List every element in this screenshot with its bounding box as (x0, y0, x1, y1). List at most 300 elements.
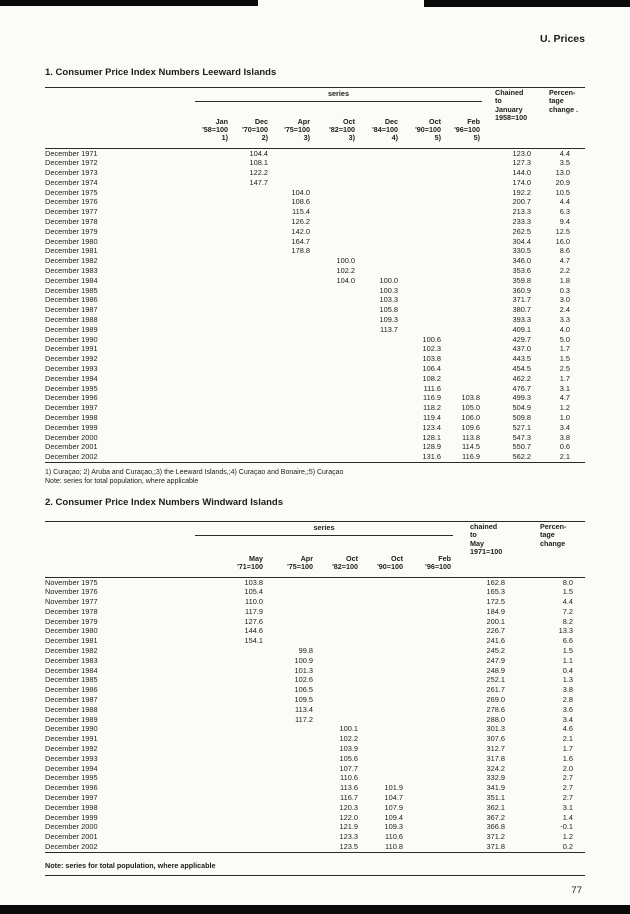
header-line: '82=100 (332, 562, 358, 572)
series-column-header (443, 102, 482, 148)
percentage-change-value: 3.5 (559, 158, 570, 168)
index-value: 116.7 (340, 793, 358, 803)
index-value (195, 773, 265, 783)
header-line: Percen- (549, 88, 576, 97)
index-value (270, 305, 312, 315)
row-label: December 1988 (45, 704, 98, 714)
windward-cpi-table (45, 521, 585, 853)
table1-note: Note: series for total population, where applicable (45, 478, 199, 485)
index-value (230, 207, 270, 217)
index-value (443, 217, 482, 227)
index-value: 102.2 (336, 266, 355, 276)
index-value (195, 413, 230, 423)
table-row (45, 403, 585, 413)
index-value (312, 452, 357, 462)
index-value (270, 178, 312, 188)
index-value (195, 335, 230, 345)
row-label: December 1985 (45, 675, 98, 685)
index-value (360, 773, 405, 783)
row-label: December 1981 (45, 636, 98, 646)
index-value (195, 197, 230, 207)
index-value (400, 246, 443, 256)
index-value (230, 276, 270, 286)
index-value (270, 403, 312, 413)
row-label: December 1982 (45, 646, 98, 656)
header-row-series (45, 88, 585, 103)
index-value (443, 148, 482, 158)
index-value (195, 374, 230, 384)
index-value (265, 577, 315, 587)
index-value (405, 695, 453, 705)
row-label: December 1977 (45, 207, 98, 217)
row-label: December 1984 (45, 665, 98, 675)
index-value (312, 354, 357, 364)
index-value (357, 266, 400, 276)
series-group-cell (195, 88, 482, 103)
table-row (45, 773, 585, 783)
index-value (195, 685, 265, 695)
index-value (360, 734, 405, 744)
row-label: December 1998 (45, 802, 98, 812)
table-row (45, 705, 585, 715)
percentage-change-value: 6.3 (559, 207, 570, 217)
index-value: 103.8 (244, 577, 263, 587)
header-line: Dec (254, 116, 268, 126)
index-value: 109.4 (384, 812, 403, 822)
index-value (357, 197, 400, 207)
index-value (312, 374, 357, 384)
chained-index-value: 353.6 (512, 266, 531, 276)
table-row (45, 452, 585, 462)
table-row (45, 822, 585, 832)
row-label: December 1979 (45, 616, 98, 626)
row-label: December 1978 (45, 606, 98, 616)
chained-index-value: 330.5 (512, 246, 531, 256)
row-label: December 1992 (45, 744, 98, 754)
chained-index-value: 184.9 (486, 606, 506, 616)
percentage-change-value: 4.7 (559, 256, 570, 266)
chained-index-value: 509.8 (512, 413, 531, 423)
percentage-change-value: 4.0 (559, 324, 570, 334)
index-value: 122.2 (249, 168, 268, 178)
header-line: Oct (343, 116, 355, 126)
index-value (230, 295, 270, 305)
index-value (195, 305, 230, 315)
index-value: 107.7 (339, 763, 358, 773)
index-value (230, 344, 270, 354)
table-row (45, 413, 585, 423)
index-value: 100.3 (379, 285, 398, 295)
chained-index-value: 123.0 (512, 148, 531, 158)
percentage-change-value: 1.2 (559, 403, 570, 413)
table-row (45, 636, 585, 646)
percentage-change-value: 2.7 (562, 783, 574, 793)
percentage-change-value: 1.1 (562, 655, 574, 665)
index-value (443, 354, 482, 364)
index-value (230, 393, 270, 403)
table-row (45, 256, 585, 266)
row-label: December 1999 (45, 422, 98, 432)
index-value (400, 207, 443, 217)
series-column-header (312, 102, 357, 148)
table-row (45, 197, 585, 207)
index-value (312, 384, 357, 394)
table-row (45, 715, 585, 725)
index-value (270, 148, 312, 158)
index-value (357, 384, 400, 394)
index-value (265, 636, 315, 646)
index-value (405, 842, 453, 852)
row-label: December 1991 (45, 344, 98, 354)
index-value: 121.9 (339, 822, 358, 832)
index-value: 105.8 (379, 305, 398, 315)
header-line: Dec (384, 116, 398, 126)
header-line: Oct (346, 553, 358, 563)
index-value: 104.0 (291, 187, 310, 197)
index-value (312, 217, 357, 227)
index-value (230, 266, 270, 276)
row-label: December 1973 (45, 168, 98, 178)
chained-index-value: 366.8 (486, 822, 506, 832)
chained-index-value: 562.2 (512, 452, 531, 462)
page-number: 77 (571, 884, 582, 896)
index-value (195, 715, 265, 725)
row-label: December 1983 (45, 266, 98, 276)
header-line: Apr (297, 116, 310, 126)
table-row (45, 276, 585, 286)
header-line: 1958=100 (495, 112, 528, 122)
index-value (230, 452, 270, 462)
index-value (360, 636, 405, 646)
header-line: Oct (391, 553, 403, 563)
index-value (312, 237, 357, 247)
percentage-change-value: 4.4 (559, 197, 570, 207)
table-row (45, 433, 585, 443)
table1-footnote: 1) Curaçao; 2) Aruba and Curaçao,;3) the Leeward Islands,;4) Curaçao and Bonaire,;5) Curaçao (45, 469, 344, 476)
table-row (45, 384, 585, 394)
index-value: 109.3 (384, 822, 403, 832)
percentage-change-value: 8.0 (562, 577, 574, 587)
index-value (312, 442, 357, 452)
table-body (45, 148, 585, 463)
index-value (195, 433, 230, 443)
index-value (405, 636, 453, 646)
index-value (443, 178, 482, 188)
header-line: tage (549, 96, 564, 106)
index-value (360, 764, 405, 774)
row-label: December 2002 (45, 452, 98, 462)
row-label: December 1997 (45, 793, 98, 803)
index-value (265, 617, 315, 627)
index-value: 110.6 (385, 832, 403, 842)
index-value (400, 178, 443, 188)
percentage-change-value: 3.0 (559, 295, 570, 305)
row-label: December 2000 (45, 822, 98, 832)
index-value (270, 325, 312, 335)
header-line: Apr (300, 553, 313, 563)
index-value: 154.1 (244, 636, 263, 646)
index-value (405, 783, 453, 793)
index-value: 131.6 (422, 452, 441, 462)
index-value: 104.0 (336, 275, 355, 285)
percentage-change-value: 4.4 (559, 148, 570, 158)
index-value: 115.4 (292, 207, 310, 217)
index-value: 100.9 (294, 655, 313, 665)
index-value (443, 315, 482, 325)
percentage-change-value: 2.5 (559, 364, 570, 374)
index-value (230, 442, 270, 452)
index-value (360, 587, 405, 597)
table-row (45, 158, 585, 168)
index-value (270, 423, 312, 433)
index-value (312, 207, 357, 217)
index-value (357, 148, 400, 158)
row-label: November 1977 (45, 597, 98, 607)
index-value (312, 344, 357, 354)
index-value (405, 803, 453, 813)
percentage-column-header (533, 88, 585, 149)
chained-index-value: 172.5 (486, 597, 506, 607)
index-value (312, 433, 357, 443)
index-value (195, 325, 230, 335)
index-value (270, 266, 312, 276)
index-value (360, 656, 405, 666)
table-row (45, 237, 585, 247)
index-value (265, 793, 315, 803)
index-value (443, 335, 482, 345)
index-value (312, 158, 357, 168)
index-value (195, 656, 265, 666)
index-value: 128.9 (422, 442, 441, 452)
table-row (45, 286, 585, 296)
row-label: December 1993 (45, 753, 98, 763)
table-row (45, 344, 585, 354)
row-label: December 1993 (45, 364, 98, 374)
index-value (400, 227, 443, 237)
table-row (45, 607, 585, 617)
chained-column-header (453, 522, 507, 578)
page-section-header: U. Prices (540, 33, 585, 45)
index-value (443, 227, 482, 237)
percentage-change-value: 3.8 (562, 685, 574, 695)
header-row-series (45, 522, 585, 537)
index-value (195, 148, 230, 158)
index-value (315, 636, 360, 646)
table1-title: 1. Consumer Price Index Numbers Leeward Islands (45, 67, 277, 78)
index-value (405, 724, 453, 734)
index-value (195, 695, 265, 705)
index-value (443, 168, 482, 178)
chained-index-value: 371.7 (512, 295, 531, 305)
table-row (45, 354, 585, 364)
header-line: January (495, 104, 523, 114)
percentage-change-value: 3.6 (562, 704, 574, 714)
index-value: 126.2 (291, 217, 310, 227)
index-value (195, 364, 230, 374)
index-value (400, 256, 443, 266)
header-line: '82=100 (329, 124, 355, 134)
percentage-change-value: 4.6 (562, 724, 574, 734)
series-column-header (360, 536, 405, 577)
index-value: 101.3 (294, 665, 313, 675)
index-value (312, 246, 357, 256)
percentage-change-value: 2.2 (559, 266, 570, 276)
chained-index-value: 324.2 (486, 763, 506, 773)
row-label: December 1990 (45, 334, 98, 344)
index-value: 127.6 (244, 616, 263, 626)
series-column-header (405, 536, 453, 577)
index-value (357, 403, 400, 413)
header-line: Jan (215, 116, 228, 126)
index-value (230, 305, 270, 315)
index-value (357, 452, 400, 462)
row-label: December 1995 (45, 773, 98, 783)
table-row (45, 793, 585, 803)
index-value: 109.3 (379, 315, 398, 325)
index-value (312, 188, 357, 198)
chained-index-value: 362.1 (486, 802, 506, 812)
header-line: to (470, 530, 477, 540)
index-value: 102.6 (294, 675, 313, 685)
percentage-change-value: 0.3 (559, 285, 570, 295)
index-value (230, 413, 270, 423)
chained-index-value: 371.2 (486, 832, 506, 842)
index-value (405, 607, 453, 617)
row-label: December 1994 (45, 373, 98, 383)
percentage-change-value: 3.1 (559, 383, 570, 393)
index-value (443, 295, 482, 305)
table-row (45, 675, 585, 685)
index-value (195, 783, 265, 793)
series-column-header (195, 536, 265, 577)
row-label: December 1981 (45, 246, 98, 256)
index-value (195, 393, 230, 403)
index-value (400, 197, 443, 207)
index-value (312, 403, 357, 413)
table-row (45, 656, 585, 666)
row-label: December 1994 (45, 763, 98, 773)
index-value (195, 178, 230, 188)
header-line: 2) (261, 133, 268, 143)
row-label: November 1975 (45, 577, 98, 587)
index-value (270, 256, 312, 266)
index-value (195, 276, 230, 286)
row-label: December 1972 (45, 158, 98, 168)
index-value (443, 276, 482, 286)
row-label: December 1974 (45, 177, 98, 187)
percentage-change-value: 3.1 (562, 802, 574, 812)
index-value (195, 832, 265, 842)
table-row (45, 724, 585, 734)
chained-column-header (482, 88, 533, 149)
index-value (315, 577, 360, 587)
index-value: 117.2 (295, 714, 313, 724)
table-row (45, 188, 585, 198)
percentage-change-value: 10.5 (555, 187, 570, 197)
percentage-change-value: 20.9 (555, 177, 570, 187)
index-value (265, 822, 315, 832)
series-group-cell (195, 522, 453, 537)
index-value (405, 646, 453, 656)
index-value (265, 813, 315, 823)
index-value (405, 744, 453, 754)
row-label: December 2001 (45, 832, 98, 842)
chained-index-value: 462.2 (512, 373, 531, 383)
index-value (360, 724, 405, 734)
percentage-change-value: -0.1 (560, 822, 574, 832)
index-value (312, 295, 357, 305)
index-value (195, 295, 230, 305)
index-value (195, 286, 230, 296)
header-line: May (470, 538, 484, 548)
index-value (405, 822, 453, 832)
chained-index-value: 165.3 (486, 587, 506, 597)
index-value: 106.4 (422, 364, 441, 374)
table-row (45, 168, 585, 178)
index-value (405, 617, 453, 627)
index-value: 118.2 (423, 403, 441, 413)
row-label: December 1989 (45, 324, 98, 334)
header-line: 4) (391, 133, 398, 143)
table-row (45, 666, 585, 676)
table-row (45, 266, 585, 276)
header-line: Chained (495, 88, 524, 97)
table2-title: 2. Consumer Price Index Numbers Windward Islands (45, 497, 284, 508)
index-value (312, 197, 357, 207)
row-label: December 1984 (45, 275, 98, 285)
index-value (443, 344, 482, 354)
index-value (230, 335, 270, 345)
percentage-change-value: 3.3 (559, 315, 570, 325)
row-label: December 1982 (45, 256, 98, 266)
header-line: May (249, 553, 263, 563)
index-value: 100.1 (339, 724, 358, 734)
index-value (315, 597, 360, 607)
index-value (270, 374, 312, 384)
index-value: 108.1 (249, 158, 268, 168)
index-value (230, 354, 270, 364)
chained-index-value: 200.1 (486, 616, 506, 626)
page-content (45, 0, 585, 896)
index-value: 123.5 (339, 842, 358, 852)
index-value: 105.6 (339, 753, 358, 763)
chained-index-value: 162.8 (486, 577, 506, 587)
row-label: December 1978 (45, 217, 98, 227)
percentage-change-value: 4.4 (562, 597, 574, 607)
index-value (443, 266, 482, 276)
index-value (443, 237, 482, 247)
index-value: 103.8 (422, 354, 441, 364)
index-value (230, 217, 270, 227)
index-value (443, 158, 482, 168)
index-value (357, 433, 400, 443)
index-value (230, 286, 270, 296)
index-value (357, 413, 400, 423)
header-line: 5) (473, 133, 480, 143)
index-value (360, 685, 405, 695)
table-row (45, 587, 585, 597)
chained-index-value: 437.0 (512, 344, 531, 354)
index-value: 178.8 (291, 246, 310, 256)
header-line: Feb (467, 116, 480, 126)
row-label: December 1992 (45, 354, 98, 364)
index-value (443, 364, 482, 374)
index-value: 105.0 (461, 403, 480, 413)
index-value (195, 315, 230, 325)
index-value (357, 237, 400, 247)
table-row (45, 754, 585, 764)
chained-index-value: 127.3 (512, 158, 531, 168)
